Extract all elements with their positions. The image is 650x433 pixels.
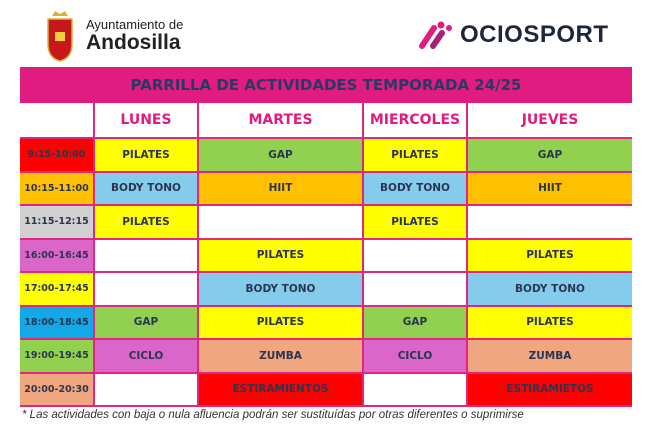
activity-cell: ZUMBA <box>199 340 364 374</box>
activity-cell: BODY TONO <box>199 273 364 307</box>
activity-cell: HIIT <box>468 173 632 207</box>
time-slot: 11:15-12:15 <box>20 206 95 240</box>
time-slot: 19:00-19:45 <box>20 340 95 374</box>
activity-cell: PILATES <box>364 139 468 173</box>
activity-cell: ESTIRAMIENTOS <box>199 374 364 408</box>
day-header: LUNES <box>95 103 199 139</box>
schedule-row <box>20 307 632 341</box>
activity-cell: GAP <box>95 307 199 341</box>
activity-cell <box>95 240 199 274</box>
activity-cell <box>95 374 199 408</box>
activity-cell <box>364 374 468 408</box>
time-slot: 10:15-11:00 <box>20 173 95 207</box>
schedule-row <box>20 340 632 374</box>
ociosport-logo <box>418 20 609 50</box>
activity-cell: CICLO <box>364 340 468 374</box>
schedule-row <box>20 374 632 408</box>
day-header-row <box>20 103 632 139</box>
time-slot: 20:00-20:30 <box>20 374 95 408</box>
footnote: * Las actividades con baja o nula afluencia podrán ser sustituídas por otras diferentes o suprimirse <box>22 409 524 421</box>
activity-cell: BODY TONO <box>364 173 468 207</box>
day-header: JUEVES <box>468 103 632 139</box>
activity-cell: PILATES <box>199 307 364 341</box>
schedule-table <box>20 103 632 407</box>
schedule-row <box>20 206 632 240</box>
activity-cell: PILATES <box>95 139 199 173</box>
activity-cell: GAP <box>468 139 632 173</box>
activity-cell: PILATES <box>468 240 632 274</box>
ayuntamiento-label: Ayuntamiento de <box>86 17 184 32</box>
town-name: Andosilla <box>86 31 181 54</box>
time-slot: 16:00-16:45 <box>20 240 95 274</box>
activity-cell: PILATES <box>95 206 199 240</box>
time-slot: 17:00-17:45 <box>20 273 95 307</box>
schedule-row <box>20 273 632 307</box>
day-header: MARTES <box>199 103 364 139</box>
activity-cell: GAP <box>199 139 364 173</box>
activity-cell: HIIT <box>199 173 364 207</box>
activity-cell: ZUMBA <box>468 340 632 374</box>
time-slot: 18:00-18:45 <box>20 307 95 341</box>
activity-cell <box>364 240 468 274</box>
activity-cell: ESTIRAMIETOS <box>468 374 632 408</box>
activity-cell: BODY TONO <box>95 173 199 207</box>
activity-cell: CICLO <box>95 340 199 374</box>
activity-cell: GAP <box>364 307 468 341</box>
time-slot: 9:15-10:00 <box>20 139 95 173</box>
brand-name: OCIOSPORT <box>460 21 609 48</box>
activity-cell <box>468 206 632 240</box>
schedule-row <box>20 139 632 173</box>
corner-cell <box>20 103 95 139</box>
schedule-row <box>20 240 632 274</box>
day-header: MIERCOLES <box>364 103 468 139</box>
ociosport-mark-icon <box>418 20 454 50</box>
activity-cell: PILATES <box>364 206 468 240</box>
activity-cell <box>364 273 468 307</box>
andosilla-coat-of-arms-icon <box>46 10 74 62</box>
schedule-row <box>20 173 632 207</box>
activity-cell <box>95 273 199 307</box>
activity-cell: PILATES <box>468 307 632 341</box>
activity-cell <box>199 206 364 240</box>
ayuntamiento-logo <box>86 18 183 54</box>
activity-cell: PILATES <box>199 240 364 274</box>
schedule-title: PARRILLA DE ACTIVIDADES TEMPORADA 24/25 <box>20 67 632 103</box>
activity-cell: BODY TONO <box>468 273 632 307</box>
